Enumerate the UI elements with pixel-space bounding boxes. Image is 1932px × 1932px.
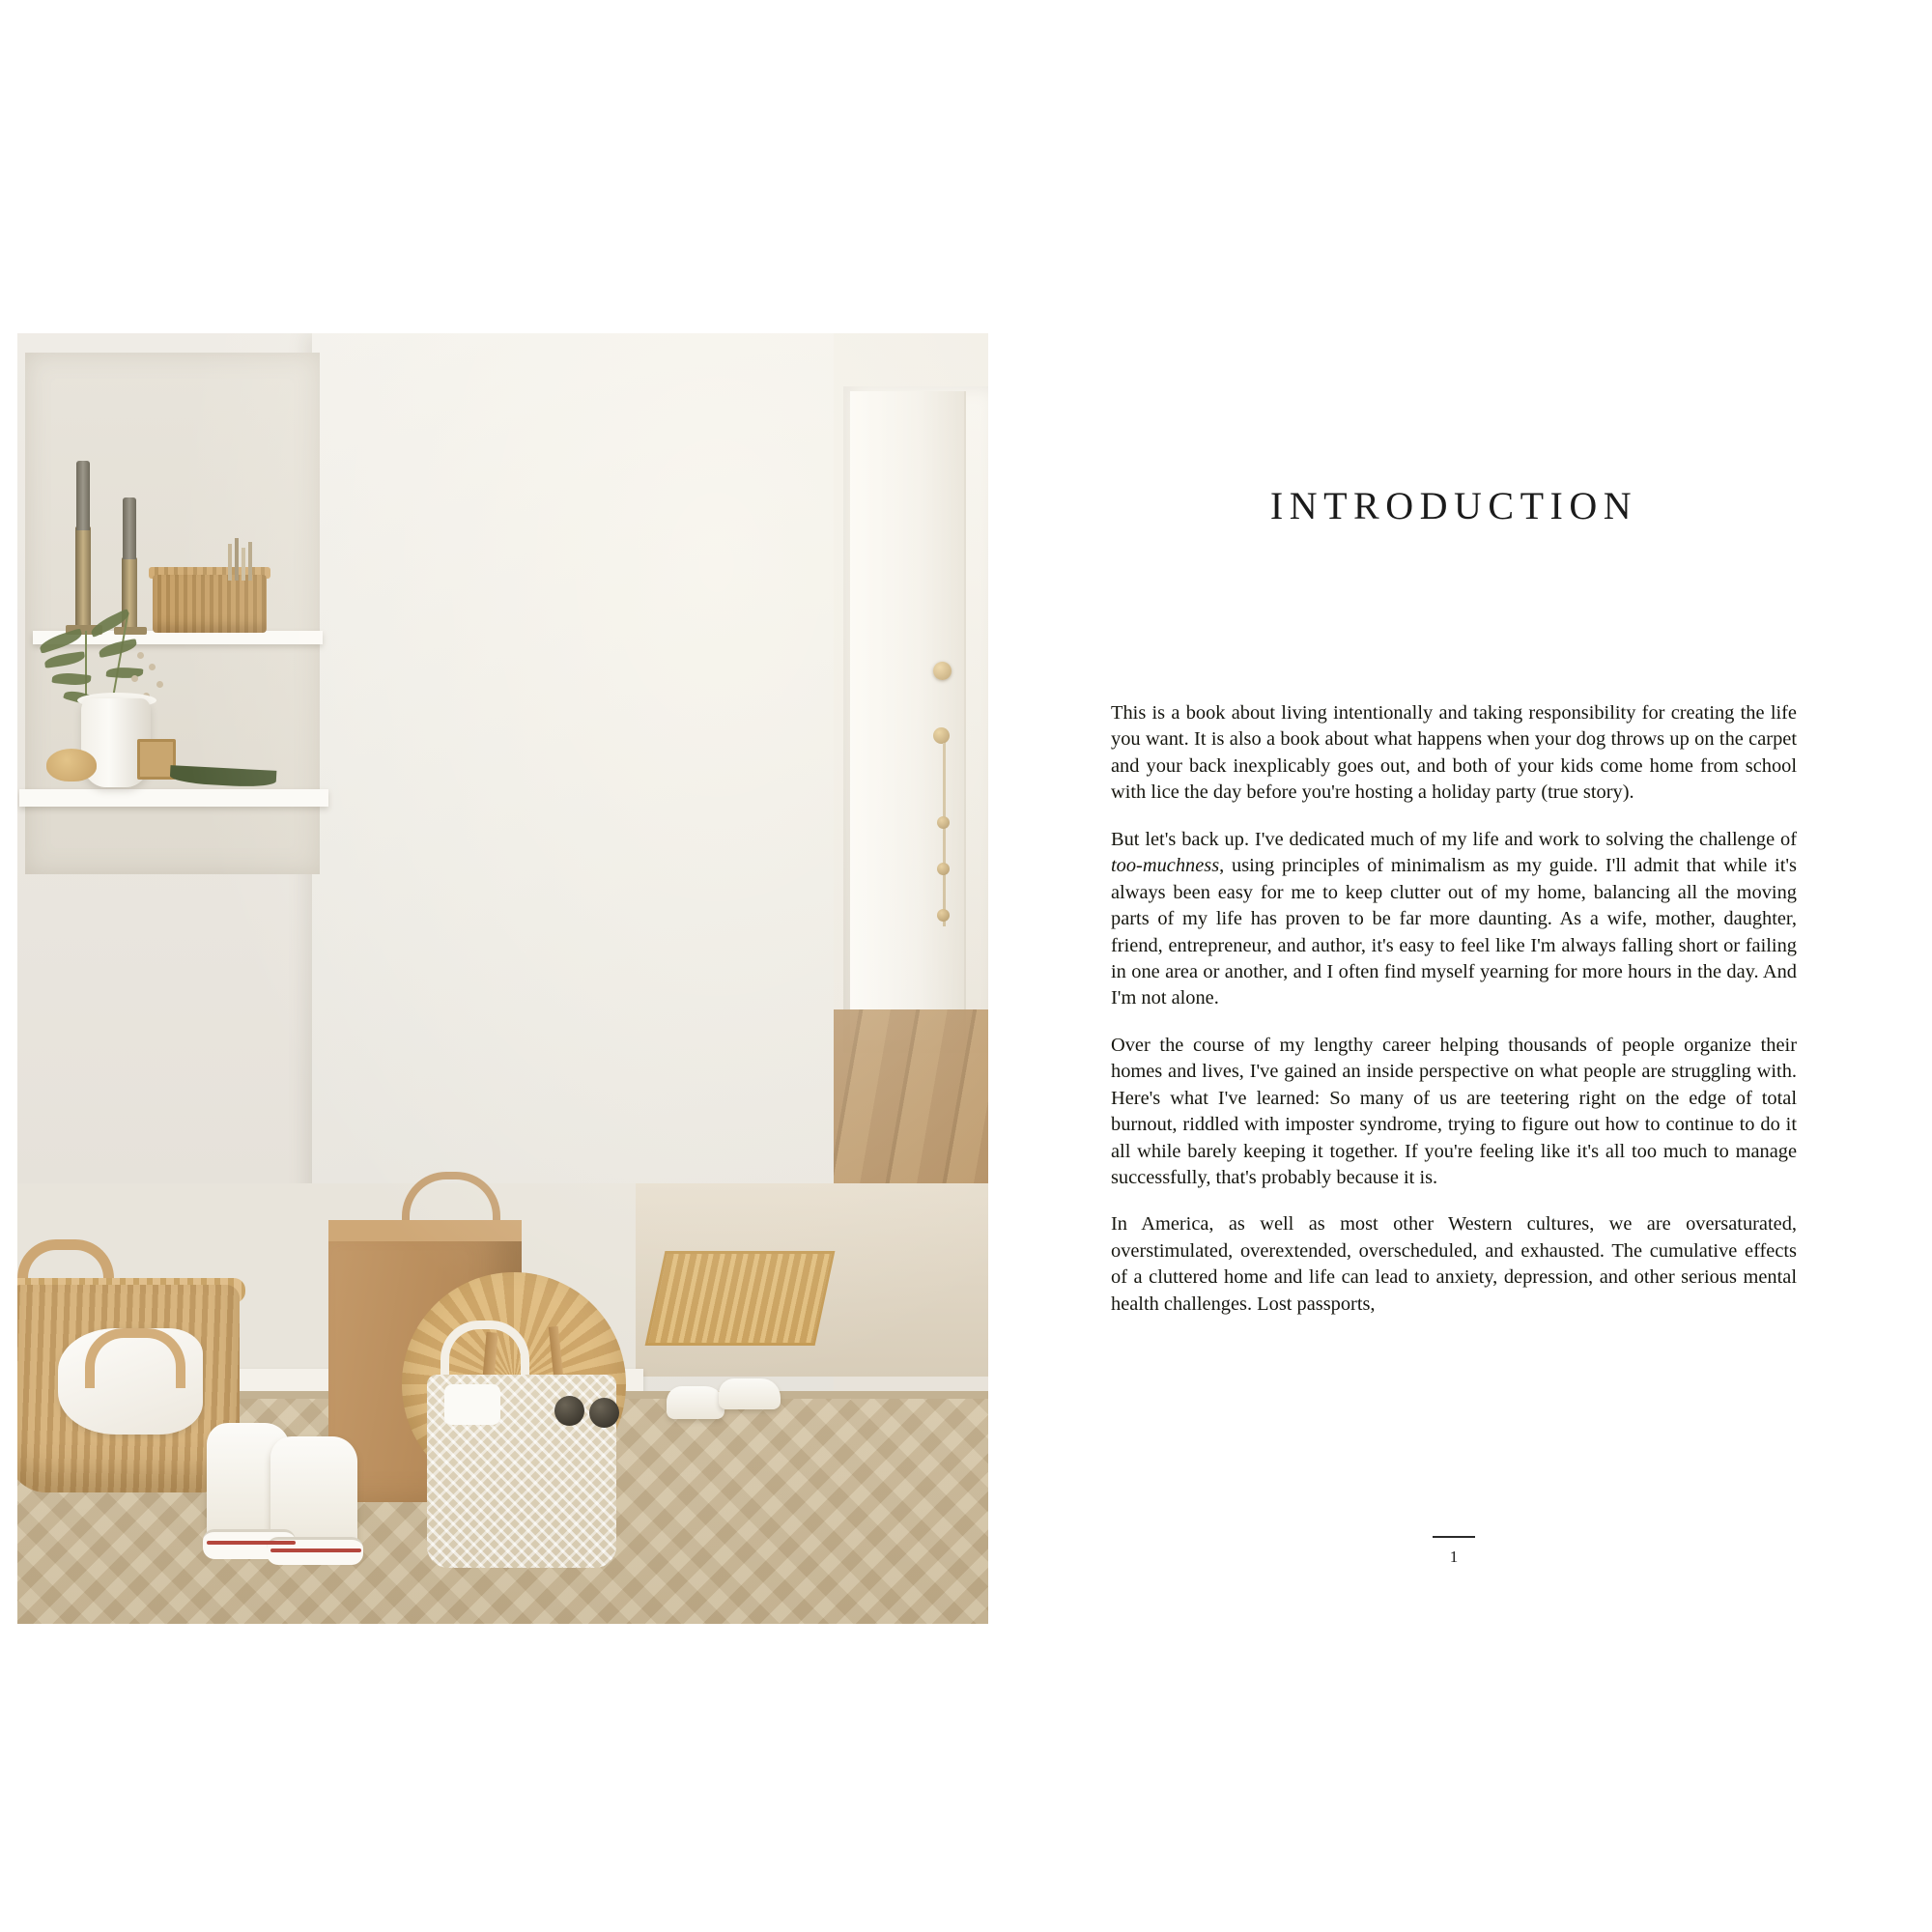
page-number: 1 [1449, 1547, 1459, 1566]
white-pouch [444, 1384, 500, 1425]
paragraph-2-text: But let's back up. I've dedicated much of my life and work to solving the challenge of too-muchness, using principles of minimalism as my guide. I'll admit that while it's always been easy for me to keep clutter out of my home, balancing all the moving parts of my life has proven to be far more daunting. As a wife, mother, daughter, friend, entrepreneur, and author, it's easy to feel like I'm always falling short or failing in one area or another, and I often find myself yearning for more hours in the day. And I'm not alone. [1111, 828, 1797, 1009]
strap-bead [937, 863, 950, 875]
introduction-page [1111, 483, 1797, 1642]
door-lock-icon [933, 727, 950, 744]
sneaker-stripe [207, 1541, 296, 1545]
shelf-lower [19, 789, 328, 807]
open-door [850, 391, 966, 1040]
folio [1111, 1536, 1797, 1567]
paragraph-3: Over the course of my lengthy career helping thousands of people organize their homes and lives, I've gained an inside perspective on what people are struggling with. Here's what I've learned: So many of us are teetering right on the edge of total burnout, riddled with imposter syndrome, trying to figure out how to continue to do it all while barely keeping it together. If you're feeling like it's all too much to manage successfully, that's probably because it is. [1111, 1034, 1797, 1188]
brush-cup [226, 542, 255, 581]
entryway-photograph [17, 333, 988, 1624]
door-knob-icon [933, 662, 952, 680]
strap-bead [937, 816, 950, 829]
taper-candle-tall [76, 461, 90, 530]
paragraph-1: This is a book about living intentionally and taking responsibility for creating the life you want. It is also a book about what happens when your dog throws up on the carpet and your back inexplicably goes out, and both of your kids come home from school with lice the day before you're hosting a holiday party (true story). [1111, 702, 1797, 804]
paper-bag-fold [328, 1220, 522, 1241]
sunglasses [554, 1396, 622, 1429]
paragraph-2 [1111, 827, 1797, 1012]
basket-handle-right [85, 1328, 185, 1388]
italic-phrase: too-muchness [1111, 855, 1220, 877]
floor-vent [645, 1251, 836, 1346]
folio-rule [1433, 1536, 1475, 1538]
hanging-strap [943, 743, 946, 926]
childs-shoe-right [719, 1378, 781, 1409]
page-title: INTRODUCTION [1269, 484, 1638, 527]
sneaker-stripe [270, 1548, 361, 1552]
wood-floor [834, 1009, 988, 1193]
paragraph-4: In America, as well as most other Western cultures, we are oversaturated, overstimulated, overextended, overscheduled, and exhausted. The cumulative effects of a cluttered home and life can lead to anxiety, depression, and other serious mental health challenges. Lost passports, [1111, 1213, 1797, 1315]
taper-candle-short [123, 497, 136, 559]
wall-niche [25, 353, 320, 874]
bread-loaf [46, 749, 97, 781]
strap-bead [937, 909, 950, 922]
body-copy [1111, 700, 1797, 1318]
childs-shoe-left [667, 1386, 724, 1419]
green-cloth [170, 765, 277, 788]
